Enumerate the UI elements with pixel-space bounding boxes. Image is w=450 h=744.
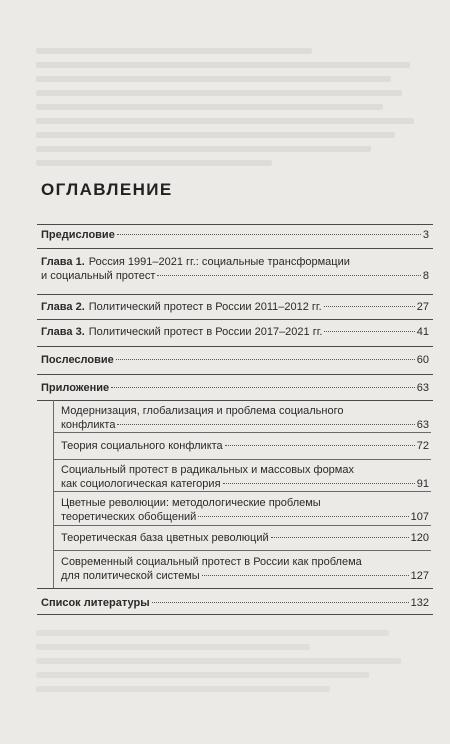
show-through-text-bottom [36, 622, 428, 702]
entry-title: Предисловие [41, 229, 115, 241]
divider [54, 432, 431, 433]
page-number: 120 [410, 532, 429, 544]
dot-leader [223, 483, 415, 484]
page-number: 27 [416, 301, 429, 313]
dot-leader [117, 424, 414, 425]
divider [37, 294, 433, 295]
dot-leader [111, 387, 415, 388]
entry-title: Социальный протест в радикальных и массовых формах [61, 464, 354, 476]
toc-entry [41, 353, 429, 367]
toc-entry [41, 381, 429, 395]
entry-title: Приложение [41, 382, 110, 394]
dot-leader [116, 359, 415, 360]
toc-subentry [61, 439, 429, 453]
toc-subentry [61, 404, 429, 432]
toc-subentry [61, 555, 429, 583]
entry-title: Послесловие [41, 354, 114, 366]
entry-title: Политический протест в России 2011–2012 гг. [88, 301, 322, 313]
divider [37, 400, 433, 401]
dot-leader [324, 306, 415, 307]
page-number: 8 [422, 270, 429, 282]
toc-entry [41, 325, 429, 339]
divider [37, 346, 433, 347]
toc-entry [41, 596, 429, 610]
divider [37, 614, 433, 615]
dot-leader [157, 275, 421, 276]
divider [37, 374, 433, 375]
entry-title: Модернизация, глобализация и проблема социального [61, 405, 344, 417]
page-number: 63 [416, 419, 429, 431]
chapter-label: Глава 1. [41, 256, 85, 268]
appendix-vertical-rule [53, 400, 54, 588]
toc-subentry [61, 496, 429, 524]
divider [54, 525, 431, 526]
page-number: 107 [410, 511, 429, 523]
entry-title: Теоретическая база цветных революций [61, 532, 269, 544]
entry-title-continued: как социологическая категория [61, 478, 221, 490]
dot-leader [117, 234, 421, 235]
page-number: 41 [416, 326, 429, 338]
entry-title: Современный социальный протест в России как проблема [61, 556, 362, 568]
show-through-text-top [36, 40, 430, 230]
toc-subentry [61, 463, 429, 491]
entry-title-continued: и социальный протест [41, 270, 156, 282]
entry-title-continued: конфликта [61, 419, 116, 431]
divider [37, 224, 433, 225]
entry-title-continued: теоретических обобщений [61, 511, 197, 523]
dot-leader [271, 537, 409, 538]
page-title: ОГЛАВЛЕНИЕ [41, 180, 173, 199]
divider [37, 319, 433, 320]
dot-leader [324, 331, 414, 332]
dot-leader [198, 516, 408, 517]
chapter-label: Глава 2. [41, 301, 85, 313]
divider [54, 491, 431, 492]
toc-entry [41, 228, 429, 242]
toc-entry [41, 300, 429, 314]
entry-title: Цветные революции: методологические проблемы [61, 497, 321, 509]
page-number: 3 [422, 229, 429, 241]
dot-leader [225, 445, 415, 446]
dot-leader [152, 602, 409, 603]
page-number: 60 [416, 354, 429, 366]
dot-leader [202, 575, 409, 576]
toc-entry [41, 255, 429, 283]
chapter-label: Глава 3. [41, 326, 85, 338]
entry-title: Список литературы [41, 597, 150, 609]
entry-title: Теория социального конфликта [61, 440, 223, 452]
divider [54, 459, 431, 460]
page-number: 91 [416, 478, 429, 490]
entry-title: Россия 1991–2021 гг.: социальные трансформации [88, 256, 350, 268]
toc-subentry [61, 531, 429, 545]
entry-title-continued: для политической системы [61, 570, 200, 582]
divider [37, 248, 433, 249]
divider [37, 588, 433, 589]
divider [54, 550, 431, 551]
page-number: 72 [416, 440, 429, 452]
page-number: 63 [416, 382, 429, 394]
page-number: 132 [410, 597, 429, 609]
page-number: 127 [410, 570, 429, 582]
entry-title: Политический протест в России 2017–2021 гг. [88, 326, 323, 338]
